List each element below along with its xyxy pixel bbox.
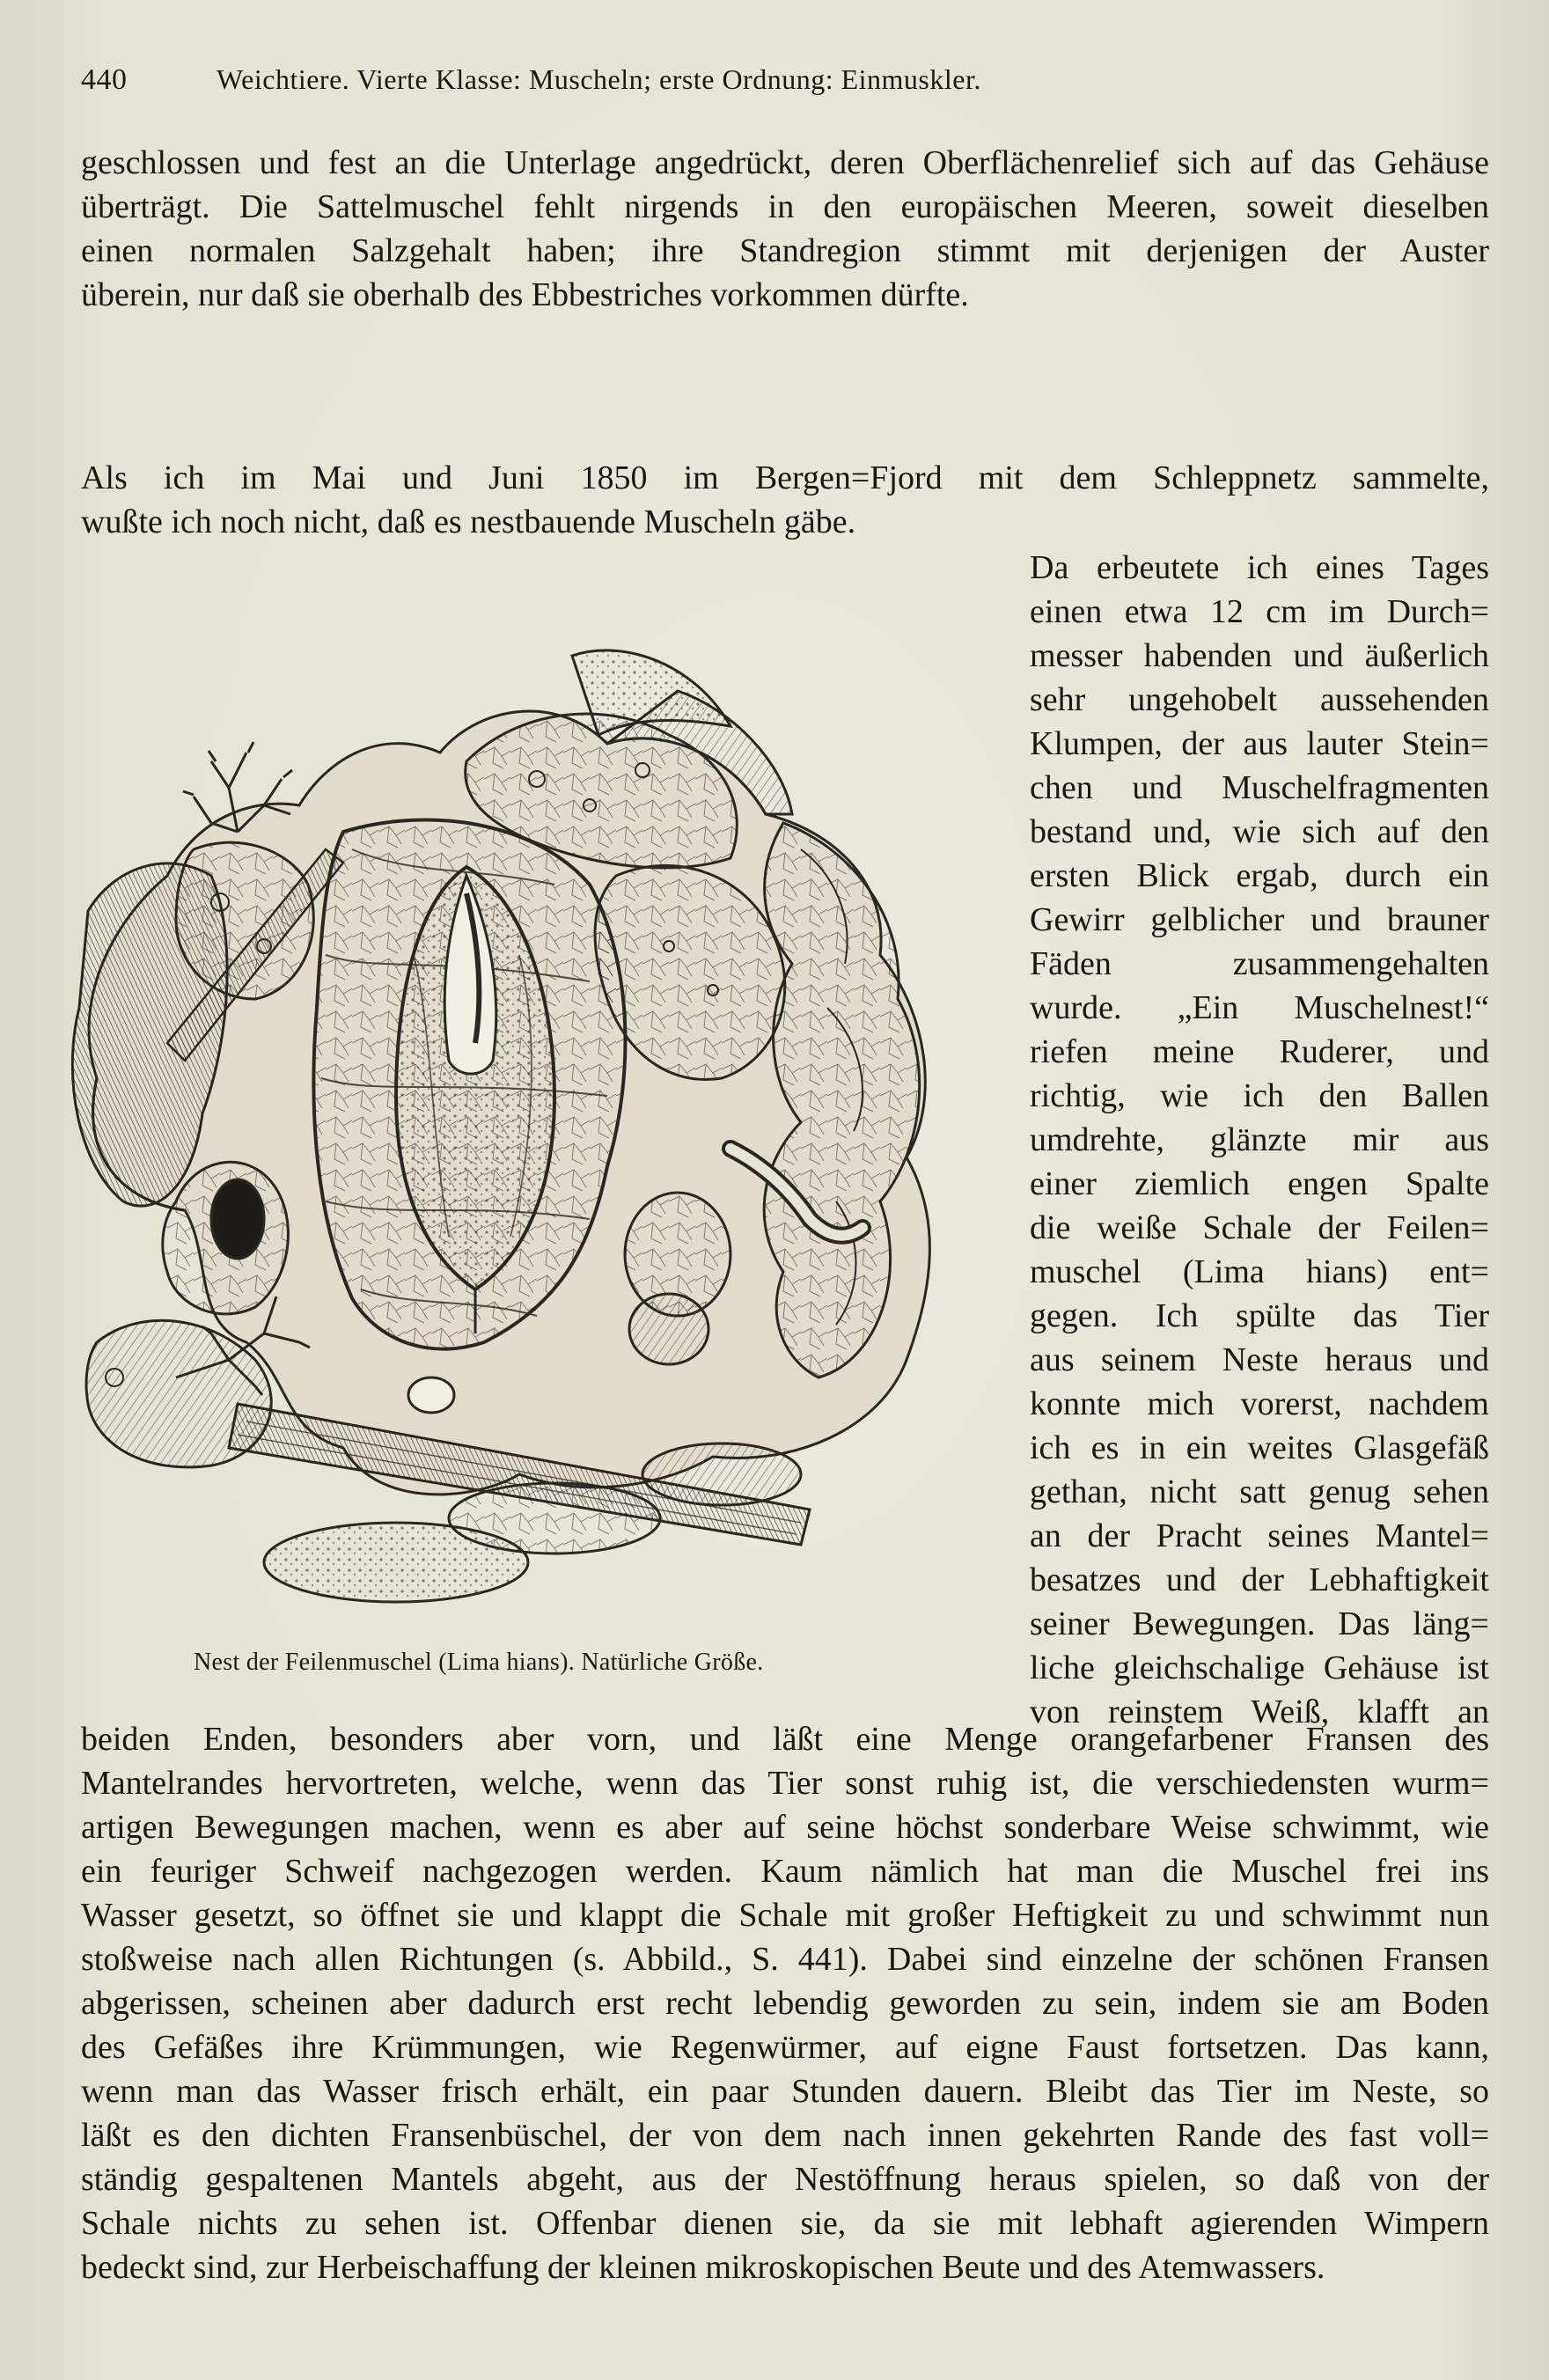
text-line: von reinstem Weiß, klafft an: [1030, 1693, 1489, 1730]
text-line: muschel (Lima hians) ent=: [1030, 1253, 1489, 1290]
text-line: konnte mich vorerst, nachdem: [1030, 1385, 1489, 1422]
text-line: an der Pracht seines Mantel=: [1030, 1517, 1489, 1554]
text-line: Da erbeutete ich eines Tages: [1030, 549, 1489, 586]
running-head: Weichtiere. Vierte Klasse: Muscheln; erste Ordnung: Einmuskler.: [217, 63, 981, 95]
text-line: überein, nur daß sie oberhalb des Ebbestriches vorkommen dürfte.: [81, 276, 969, 313]
text-line: chen und Muschelfragmenten: [1030, 769, 1489, 806]
text-line: Als ich im Mai und Juni 1850 im Bergen=Fjord mit dem Schleppnetz sammelte,: [81, 459, 1489, 496]
text-line: läßt es den dichten Fransenbüschel, der von dem nach innen gekehrten Rande des fast voll=: [81, 2117, 1489, 2154]
text-line: liche gleichschalige Gehäuse ist: [1030, 1649, 1489, 1686]
text-line: wurde. „Ein Muschelnest!“: [1030, 989, 1489, 1026]
text-line: Mantelrandes hervortreten, welche, wenn das Tier sonst ruhig ist, die verschiedensten wurm=: [81, 1765, 1489, 1802]
page-header: [81, 63, 1468, 113]
text-line: einen etwa 12 cm im Durch=: [1030, 593, 1489, 630]
text-line: bestand und, wie sich auf den: [1030, 813, 1489, 850]
text-line: des Gefäßes ihre Krümmungen, wie Regenwürmer, auf eigne Faust fortsetzen. Das kann,: [81, 2029, 1489, 2066]
paragraph-2-continuation: [81, 1717, 1489, 2289]
text-line: ständig gespaltenen Mantels abgeht, aus der Nestöffnung heraus spielen, so daß von der: [81, 2161, 1489, 2198]
text-line: Klumpen, der aus lauter Stein=: [1030, 725, 1489, 762]
text-line: richtig, wie ich den Ballen: [1030, 1077, 1489, 1114]
text-line: aus seinem Neste heraus und: [1030, 1341, 1489, 1378]
paragraph-2-side-column: [1030, 546, 1489, 1734]
text-line: Fäden zusammengehalten: [1030, 945, 1489, 982]
page-number: 440: [81, 63, 128, 96]
text-line: überträgt. Die Sattelmuschel fehlt nirgends in den europäischen Meeren, soweit dieselben: [81, 188, 1489, 225]
paragraph-1: [81, 141, 1489, 317]
text-line: umdrehte, glänzte mir aus: [1030, 1121, 1489, 1158]
nest-illustration: [62, 585, 968, 1659]
text-line: wußte ich noch nicht, daß es nestbauende Muscheln gäbe.: [81, 503, 856, 540]
text-line: Gewirr gelblicher und brauner: [1030, 901, 1489, 938]
text-line: die weiße Schale der Feilen=: [1030, 1209, 1489, 1246]
text-line: artigen Bewegungen machen, wenn es aber auf seine höchst sonderbare Weise schwimmt, wie: [81, 1809, 1489, 1846]
text-line: Wasser gesetzt, so öffnet sie und klappt die Schale mit großer Heftigkeit zu und schwimmt nun: [81, 1897, 1489, 1934]
paragraph-2-opening: [81, 456, 1489, 544]
text-line: beiden Enden, besonders aber vorn, und läßt eine Menge orangefarbener Fransen des: [81, 1721, 1489, 1758]
small-snail-stick: [408, 1377, 454, 1413]
text-line: wenn man das Wasser frisch erhält, ein paar Stunden dauern. Bleibt das Tier im Neste, so: [81, 2073, 1489, 2110]
text-line: gethan, nicht satt genug sehen: [1030, 1473, 1489, 1510]
text-line: stoßweise nach allen Richtungen (s. Abbild., S. 441). Dabei sind einzelne der schönen Fransen: [81, 1941, 1489, 1978]
text-line: ich es in ein weites Glasgefäß: [1030, 1429, 1489, 1466]
text-line: bedeckt sind, zur Herbeischaffung der kleinen mikroskopischen Beute und des Atemwassers.: [81, 2249, 1325, 2286]
text-line: gegen. Ich spülte das Tier: [1030, 1297, 1489, 1334]
text-line: einen normalen Salzgehalt haben; ihre Standregion stimmt mit derjenigen der Auster: [81, 232, 1489, 269]
text-line: geschlossen und fest an die Unterlage angedrückt, deren Oberflächenrelief sich auf das Gehäuse: [81, 144, 1489, 181]
text-line: Schale nichts zu sehen ist. Offenbar dienen sie, da sie mit lebhaft agierenden Wimpern: [81, 2205, 1489, 2242]
text-line: ein feuriger Schweif nachgezogen werden. Kaum nämlich hat man die Muschel frei ins: [81, 1853, 1489, 1890]
text-line: besatzes und der Lebhaftigkeit: [1030, 1561, 1489, 1598]
text-line: einer ziemlich engen Spalte: [1030, 1165, 1489, 1202]
text-line: ersten Blick ergab, durch ein: [1030, 857, 1489, 894]
figure-caption: Nest der Feilenmuschel (Lima hians). Natürliche Größe.: [194, 1649, 764, 1676]
text-line: sehr ungehobelt aussehenden: [1030, 681, 1489, 718]
text-line: riefen meine Ruderer, und: [1030, 1033, 1489, 1070]
text-line: seiner Bewegungen. Das läng=: [1030, 1605, 1489, 1642]
text-line: messer habenden und äußerlich: [1030, 637, 1489, 674]
text-line: abgerissen, scheinen aber dadurch erst recht lebendig geworden zu sein, indem sie am Boden: [81, 1985, 1489, 2022]
